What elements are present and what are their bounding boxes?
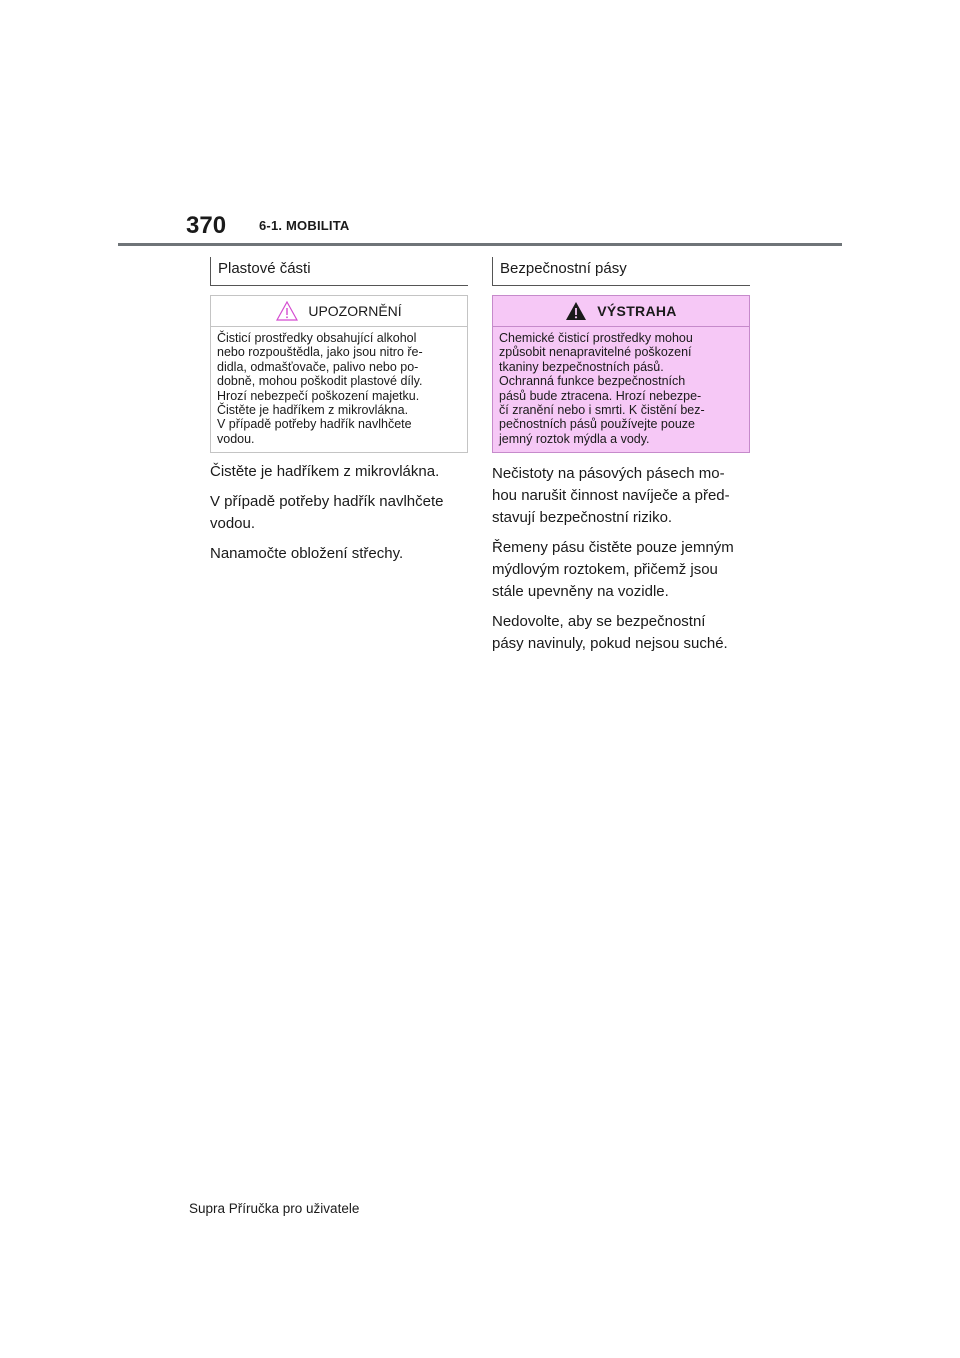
body-paragraph [492, 611, 750, 655]
footer-title: Supra Příručka pro uživatele [189, 1201, 360, 1216]
body-paragraph [492, 537, 750, 603]
paragraph-line: pásy navinuly, pokud nejsou suché. [492, 635, 728, 653]
caution-triangle-icon [276, 301, 298, 321]
caution-line: Čistěte je hadříkem z mikrovlákna. [217, 403, 409, 418]
warning-line: jemný roztok mýdla a vody. [499, 431, 650, 446]
caution-header [211, 296, 467, 327]
paragraph-line: Nečistoty na pásových pásech mo- [492, 465, 725, 483]
warning-line: Ochranná funkce bezpečnostních [499, 374, 686, 389]
warning-line: způsobit nenapravitelné poškození [499, 345, 692, 360]
warning-body [493, 327, 749, 452]
warning-notice [492, 295, 750, 453]
body-paragraph [210, 461, 468, 483]
body-paragraph [210, 543, 468, 565]
caution-line: vodou. [217, 431, 255, 446]
paragraph-line: hou narušit činnost navíječe a před- [492, 487, 730, 505]
body-paragraph [492, 463, 750, 529]
paragraph-line: Nanamočte obložení střechy. [210, 545, 404, 563]
warning-line: pečnostních pásů používejte pouze [499, 417, 695, 432]
caution-line: Čisticí prostředky obsahující alkohol [217, 331, 417, 345]
right-column [492, 257, 750, 655]
caution-body [211, 327, 467, 452]
page-number: 370 [186, 212, 227, 239]
plastic-parts-heading: Plastové části [210, 257, 468, 286]
paragraph-line: stavují bezpečnostní riziko. [492, 509, 673, 527]
warning-triangle-icon [565, 301, 587, 321]
warning-line: Chemické čisticí prostředky mohou [499, 331, 693, 345]
seat-belts-heading: Bezpečnostní pásy [492, 257, 750, 286]
section-title: 6-1. MOBILITA [259, 218, 350, 233]
paragraph-line: vodou. [210, 515, 256, 533]
caution-line: V případě potřeby hadřík navlhčete [217, 417, 412, 432]
paragraph-line: stále upevněny na vozidle. [492, 583, 669, 601]
paragraph-line: mýdlovým roztokem, přičemž jsou [492, 561, 718, 579]
caution-line: didla, odmašťovače, palivo nebo po- [217, 359, 419, 374]
header-rule [118, 243, 842, 246]
caution-line: nebo rozpouštědla, jako jsou nitro ře- [217, 345, 423, 360]
left-column [210, 257, 468, 565]
body-paragraph [210, 491, 468, 535]
paragraph-line: Čistěte je hadříkem z mikrovlákna. [210, 463, 440, 481]
caution-line: dobně, mohou poškodit plastové díly. [217, 374, 423, 389]
warning-header [493, 296, 749, 327]
paragraph-line: Nedovolte, aby se bezpečnostní [492, 613, 706, 631]
warning-line: tkaniny bezpečnostních pásů. [499, 359, 664, 374]
caution-line: Hrozí nebezpečí poškození majetku. [217, 388, 420, 403]
caution-title: UPOZORNĚNÍ [308, 303, 402, 319]
paragraph-line: V případě potřeby hadřík navlhčete [210, 493, 444, 511]
warning-title: VÝSTRAHA [597, 303, 677, 319]
paragraph-line: Řemeny pásu čistěte pouze jemným [492, 539, 734, 557]
warning-line: pásů bude ztracena. Hrozí nebezpe- [499, 388, 702, 403]
warning-line: čí zranění nebo i smrti. K čistění bez- [499, 403, 705, 418]
caution-notice [210, 295, 468, 453]
